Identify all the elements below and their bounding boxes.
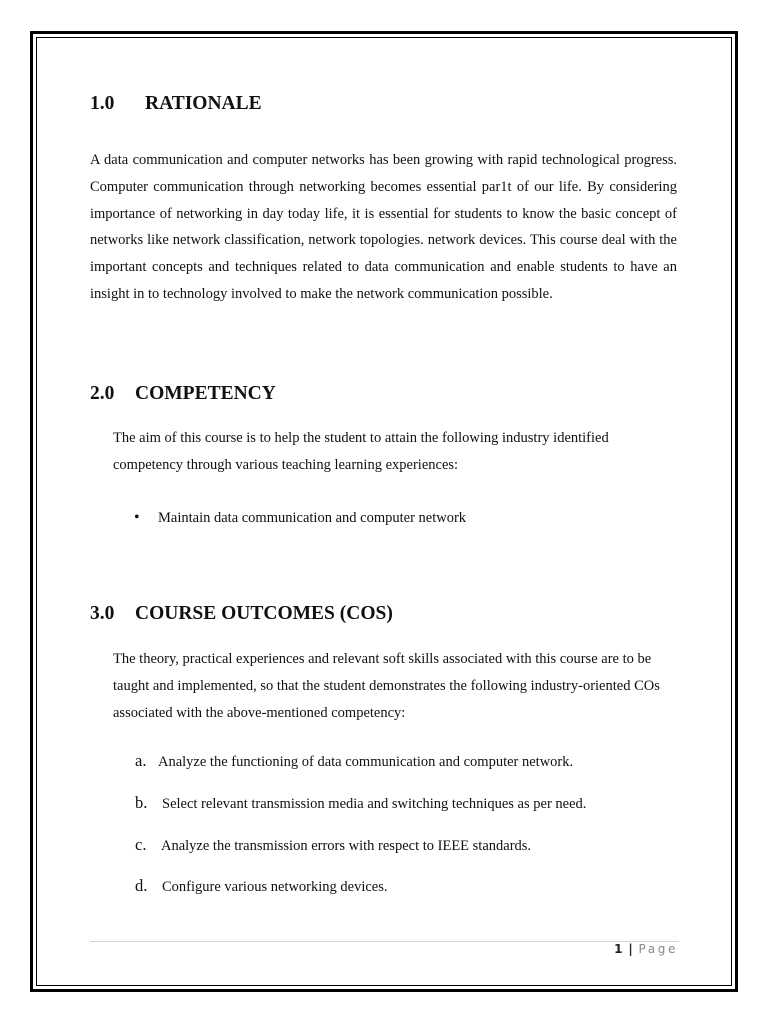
outcome-letter: d. (135, 876, 148, 895)
outcome-text: Configure various networking devices. (162, 879, 388, 895)
competency-paragraph: The aim of this course is to help the student to attain the following industry identified competency through various teaching learning experiences: (113, 430, 609, 473)
footer-separator: | (628, 942, 633, 956)
page-number: 1 (614, 942, 623, 956)
outcome-text: Analyze the functioning of data communication and computer network. (158, 754, 574, 770)
rationale-paragraph: A data communication and computer networks has been growing with rapid technological progress. Computer communication through networking becomes essential par1t of our life. By considering importance of networking in day today life, it is essential for students to know the basic concept of networks like network classification, network topologies. network devices. This course deal with the important concepts and techniques related to data communication and enable students to have an insight in to technology involved to make the network communication possible. (90, 152, 677, 302)
section-title: COURSE OUTCOMES (COS) (135, 603, 393, 624)
outcome-letter: b. (135, 793, 148, 812)
competency-bullet-item (134, 509, 466, 527)
course-outcome-item (135, 876, 388, 896)
bullet-text: Maintain data communication and computer network (158, 510, 467, 526)
section-title: RATIONALE (145, 93, 262, 114)
section-heading-course-outcomes (90, 603, 393, 625)
outcome-letter: a. (135, 751, 147, 770)
course-outcome-item (135, 793, 586, 813)
outcome-text: Select relevant transmission media and switching techniques as per need. (162, 796, 587, 812)
outcome-letter: c. (135, 835, 147, 854)
page-label: Page (638, 942, 678, 956)
section-number: 3.0 (90, 603, 115, 624)
bullet-icon: • (134, 509, 140, 526)
course-outcome-item (135, 835, 531, 855)
page-footer (614, 942, 678, 956)
course-outcome-item (135, 751, 573, 771)
outcome-text: Analyze the transmission errors with respect to IEEE standards. (161, 838, 532, 854)
course-outcomes-paragraph: The theory, practical experiences and relevant soft skills associated with this course are to be taught and implemented, so that the student demonstrates the following industry-oriented COs associated with the above-mentioned competency: (113, 651, 660, 721)
section-heading-rationale (90, 93, 262, 115)
footer-divider (90, 941, 679, 942)
section-number: 2.0 (90, 383, 115, 404)
section-heading-competency (90, 383, 276, 405)
section-title: COMPETENCY (135, 383, 276, 404)
section-number: 1.0 (90, 93, 115, 114)
